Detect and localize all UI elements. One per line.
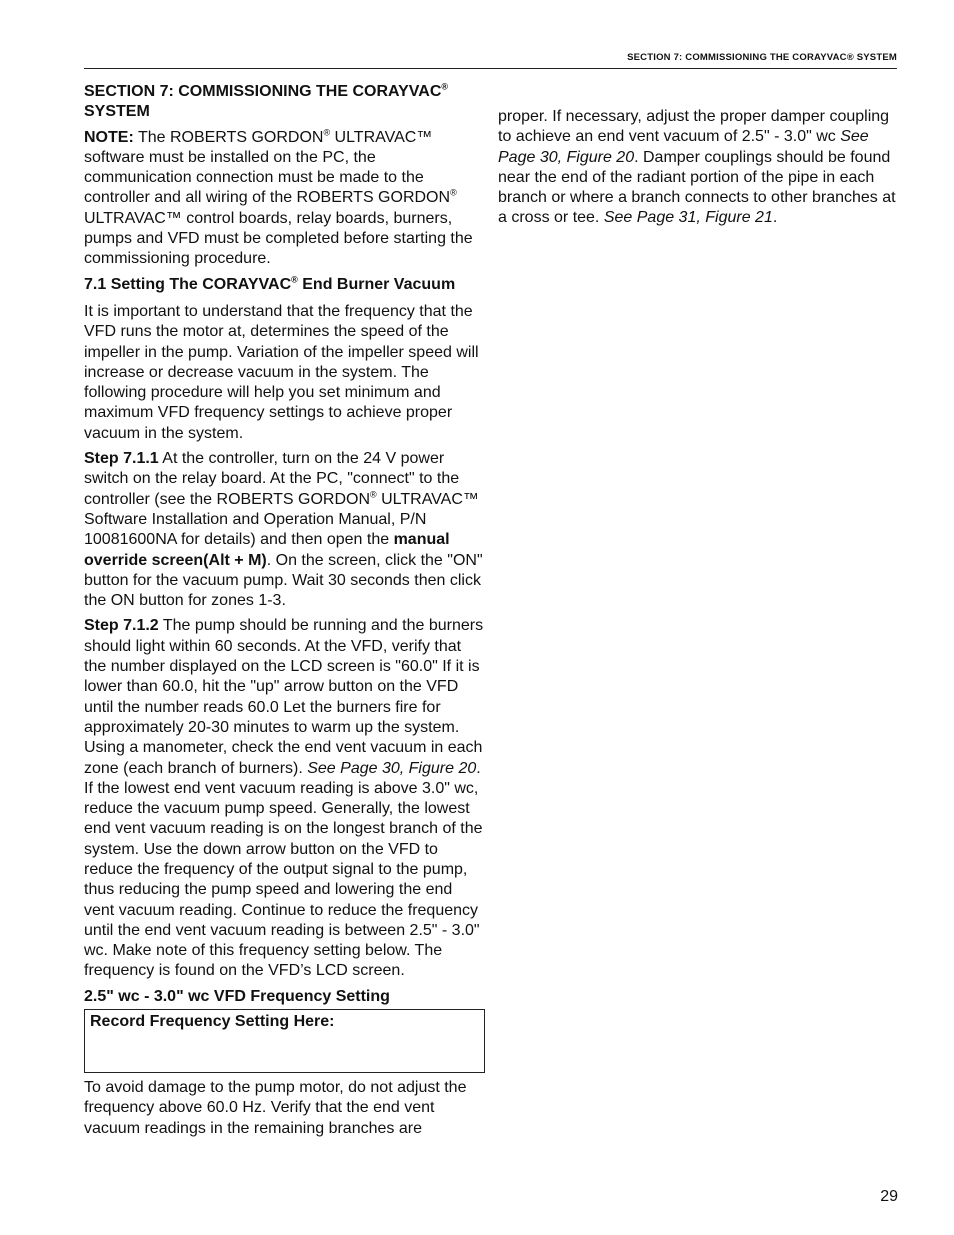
subsection-title: 7.1 Setting The CORAYVAC® End Burner Vacuum (84, 274, 456, 293)
step-7-1-1: Step 7.1.1 At the controller, turn on the 24 V power switch on the relay board. At the PC, "connect" to the controller (see the ROBERTS GORDON® ULTRAVAC™ Software Installation and Operation Manual, P/N 10081600NA for details) and then open the manual override screen(Alt + M). On the screen, click the "ON" button for the vacuum pump. Wait 30 seconds then click the ON button for zones 1-3. (84, 450, 483, 610)
intro-paragraph: It is important to understand that the frequency that the VFD runs the motor at, determines the speed of the impeller in the pump. Variation of the impeller speed will increase or decrease vacuum in the system. The following procedure will help you set minimum and maximum VFD frequency settings to achieve proper vacuum in the system. (84, 302, 479, 442)
frequency-setting-heading: 2.5" wc - 3.0" wc VFD Frequency Setting (84, 987, 390, 1005)
damper-paragraph: proper. If necessary, adjust the proper damper coupling to achieve an end vent vacuum of 2.5" - 3.0" wc See Page 30, Figure 20. Damper couplings should be found near the end of the radiant portion of the pipe in each branch or where a branch connects to other branches at a cross or tee. See Page 31, Figure 21. (498, 108, 896, 227)
header-rule (84, 68, 897, 69)
record-frequency-box (84, 1009, 485, 1073)
section-title: SECTION 7: COMMISSIONING THE CORAYVAC® SYSTEM (84, 81, 449, 121)
lowest-reading-paragraph: If the lowest end vent vacuum reading is above 3.0" wc, reduce the vacuum pump speed. Generally, the lowest end vent vacuum reading is on the longest branch of the system. Use the down arrow button on the VFD to reduce the frequency of the output signal to the pump, thus reducing the pump speed and lowering the end vent vacuum reading. Continue to reduce the frequency until the end vent vacuum reading is between 2.5" - 3.0" wc. Make note of this frequency setting below. The frequency is found on the VFD’s LCD screen. (84, 779, 483, 980)
left-column (84, 82, 486, 1144)
avoid-damage-paragraph: To avoid damage to the pump motor, do not adjust the frequency above 60.0 Hz. Verify that the end vent vacuum readings in the remaining branches are (84, 1079, 467, 1137)
step-7-1-2: Step 7.1.2 The pump should be running and the burners should light within 60 seconds. At the VFD, verify that the number displayed on the LCD screen is "60.0" If it is lower than 60.0, hit the "up" arrow button on the VFD until the number reads 60.0 Let the burners fire for approximately 20-30 minutes to warm up the system. Using a manometer, check the end vent vacuum in each zone (each branch of burners). See Page 30, Figure 20. (84, 617, 484, 777)
right-column (498, 107, 900, 234)
record-frequency-label: Record Frequency Setting Here: (90, 1013, 335, 1031)
note-paragraph: NOTE: The ROBERTS GORDON® ULTRAVAC™ software must be installed on the PC, the communication connection must be made to the controller and all wiring of the ROBERTS GORDON® ULTRAVAC™ control boards, relay boards, burners, pumps and VFD must be completed before starting the commissioning procedure. (84, 127, 473, 268)
running-head: SECTION 7: COMMISSIONING THE CORAYVAC® SYSTEM (627, 52, 897, 63)
page-number: 29 (880, 1188, 898, 1205)
